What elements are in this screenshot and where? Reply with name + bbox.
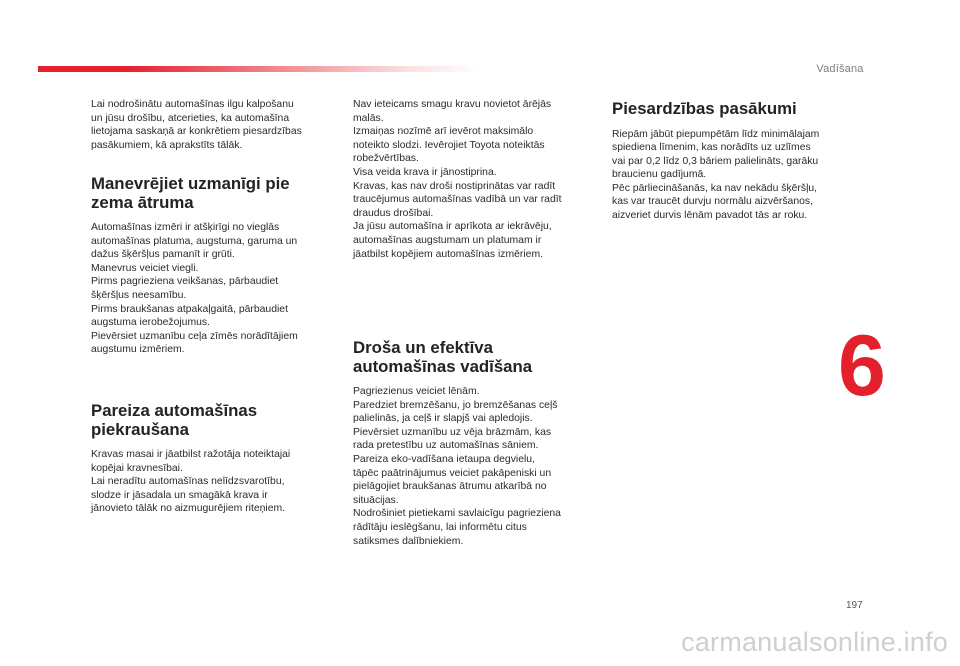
precautions-paragraph: Riepām jābūt piepumpētām līdz minimālajam spiediena līmenim, kas norādīts uz uzlīmes vai par 0,2 līdz 0,3 bāriem palielināts, garāku braucienu gadījumā. Pēc pārliecināšanās, ka nav nekādu šķēršļu, kas var traucēt durvju normālu aizvēršanos, aizveriet durvis lēnām pavadot tās ar roku. (612, 128, 820, 222)
driving-paragraph: Pagriezienus veiciet lēnām. Paredziet bremzēšanu, jo bremzēšanas ceļš palielinās, ja ceļš ir slapjš vai apledojis. Pievērsiet uzmanību uz vēja brāzmām, kas rada pretestību uz automašīnas sāniem. Pareiza eko-vadīšana ietaupa degvielu, tāpēc paātrinājumus veiciet pakāpeniski un pielāgojiet braukšanas ātrumu atkarībā no situācijas. Nodrošiniet pietiekami savlaicīgu pagrieziena rādītāju ieslēgšanu, lai informētu citus satiksmes dalībniekiem. (353, 386, 561, 547)
driving-heading: Droša un efektīva automašīnas vadīšana (353, 338, 533, 376)
column-2 (353, 98, 603, 261)
loading-paragraph: Kravas masai ir jāatbilst ražotāja noteiktajai kopējai kravnesībai. Lai neradītu automašīnas nelīdzsvarotību, slodze ir jāsadala un smagākā krava ir jānovieto tālāk no aizmugurējiem riteņiem. (91, 449, 291, 515)
cargo-paragraph: Nav ieteicams smagu kravu novietot ārējās malās. Izmaiņas nozīmē arī ievērot maksimālo noteikto slodzi. Ievērojiet Toyota noteiktās robežvērtības. Visa veida krava ir jānostiprina. Kravas, kas nav droši nostiprinātas var radīt traucējumus automašīnas vadībā un var radīt draudus drošībai. Ja jūsu automašīna ir aprīkota ar iekrāvēju, automašīnas augstumam un platumam ir jāatbilst kopējiem automašīnas izmēriem. (353, 99, 562, 260)
watermark: carmanualsonline.info (681, 627, 948, 657)
maneuver-heading: Manevrējiet uzmanīgi pie zema ātruma (91, 174, 290, 212)
driving-section (353, 339, 603, 548)
maneuver-paragraph: Automašīnas izmēri ir atšķirīgi no vieglās automašīnas platuma, augstuma, garuma un dažus šķēršļus pamanīt ir grūti. Manevrus veiciet viegli. Pirms pagrieziena veikšanas, pārbaudiet šķēršļus neesamību. Pirms braukšanas atpakaļgaitā, pārbaudiet augstuma ierobežojumus. Pievērsiet uzmanību ceļa zīmēs norādītājiem augstumu izmēriem. (91, 222, 298, 356)
chapter-number: 6 (838, 318, 886, 414)
intro-paragraph: Lai nodrošinātu automašīnas ilgu kalpošanu un jūsu drošību, atcerieties, ka automašīna lietojama saskaņā ar konkrētiem piesardzības pasākumiem, kā aprakstīts tālāk. (91, 99, 302, 151)
header-accent-bar (38, 66, 478, 72)
section-title: Vadīšana (816, 63, 864, 75)
column-1 (91, 98, 341, 152)
precautions-heading: Piesardzības pasākumi (612, 99, 797, 118)
precautions-section (612, 100, 852, 223)
loading-section (91, 402, 341, 516)
page-number: 197 (846, 600, 863, 611)
maneuver-section (91, 175, 341, 357)
loading-heading: Pareiza automašīnas piekraušana (91, 401, 258, 439)
